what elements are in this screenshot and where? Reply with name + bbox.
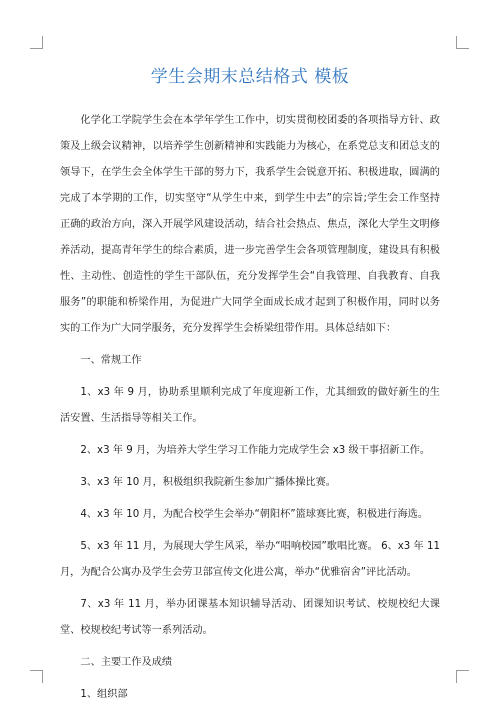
list-item: 4、x3 年 10 月，为配合校学生会举办“朝阳杯”篮球赛比赛，积极进行海选。 (80, 509, 429, 520)
list-item: 2、x3 年 9 月，为培养大学生学习工作能力完成学生会 x3 级干事招新工作。 (80, 445, 431, 456)
intro-paragraph: 化学化工学院学生会在本学年学生工作中，切实贯彻校团委的各项指导方针、政策及上级会议精神，以培养学生创新精神和实践能力为核心，在系党总支和团总支的领导下，在学生会全体学生干部的努力下，我系学生会锐意开拓、积极进取，圆满的完成了本学期的工作，切实坚守“从学生中来，到学生中去”的宗旨;学生会工作坚持正确的政治方向，深入开展学风建设活动，结合社会热点、焦点，深化大学生文明修养活动，提高青年学生的综合素质，进一步完善学生会各项管理制度，建设具有积极性、主动性、创造性的学生干部队伍，充分发挥学生会“自我管理、自我教育、自我服务”的职能和桥梁作用，为促进广大同学全面成长成才起到了积极作用，同时以务实的工作为广大同学服务，充分发挥学生会桥梁纽带作用。具体总结如下： (60, 115, 440, 334)
list-item: 3、x3 年 10 月，积极组织我院新生参加广播体操比赛。 (80, 477, 336, 488)
subsection-heading-organization: 1、组织部 (80, 689, 128, 700)
list-item: 7、x3 年 11 月，举办团课基本知识辅导活动、团课知识考试、校规校纪大课堂、校规校纪考试等一系列活动。 (60, 599, 440, 636)
page-corner-mark-top-right (456, 36, 469, 49)
section-heading-routine-work: 一、常规工作 (80, 355, 142, 366)
page-corner-mark-bottom-right (456, 670, 469, 683)
list-item: 5、x3 年 11 月，为展现大学生风采，举办“唱响校园”歌唱比赛。 6、x3 年 11 月，为配合公寓办及学生会劳卫部宣传文化进公寓，举办“优雅宿舍”评比活动。 (60, 541, 440, 578)
page-corner-mark-bottom-left (30, 670, 43, 683)
page-corner-mark-top-left (30, 36, 43, 49)
document-body (60, 108, 440, 708)
document-title: 学生会期末总结格式 模板 (150, 67, 350, 87)
list-item: 1、x3 年 9 月，协助系里顺利完成了年度迎新工作，尤其细致的做好新生的生活安置、生活指导等相关工作。 (60, 387, 440, 424)
section-heading-main-work: 二、主要工作及成绩 (80, 657, 173, 668)
